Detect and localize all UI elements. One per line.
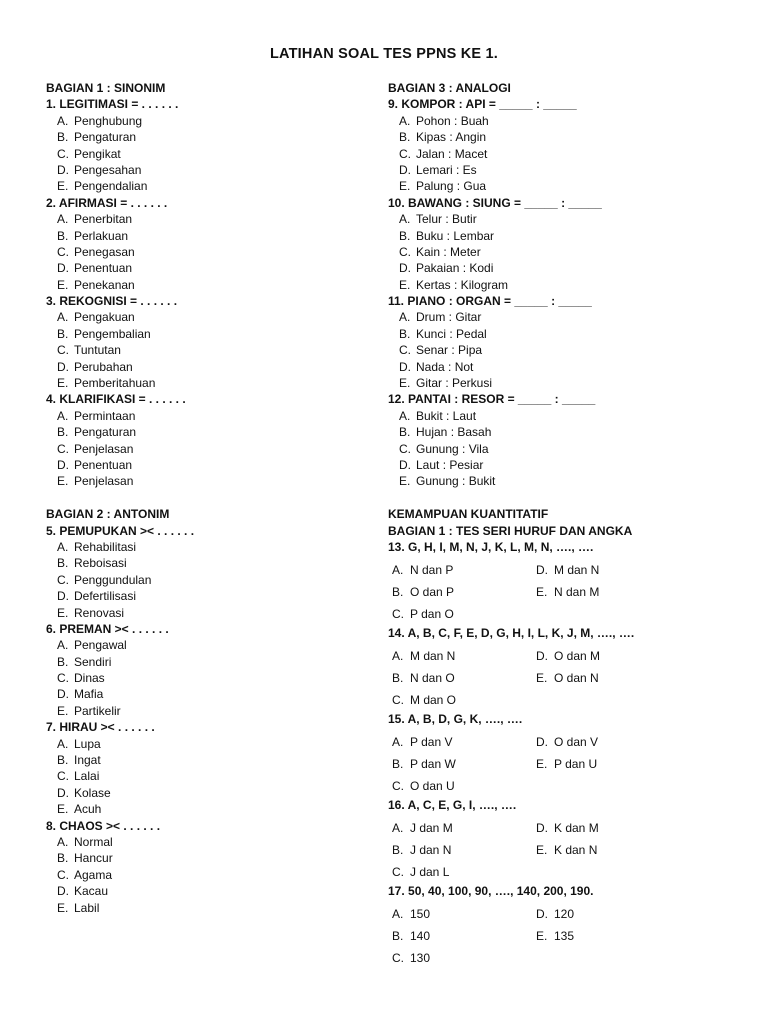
option-b: B. N dan O [392, 670, 455, 685]
question-5 [46, 523, 376, 621]
option-e: E. Pengendalian [57, 179, 148, 194]
option-c: C. Tuntutan [57, 343, 121, 358]
question-text: 13. G, H, I, M, N, J, K, L, M, N, …., …. [388, 539, 594, 554]
question-text: 6. PREMAN >< . . . . . . [46, 621, 169, 636]
option-e: E. Renovasi [57, 605, 125, 620]
option-c: C. Agama [57, 867, 113, 882]
question-17 [388, 883, 738, 969]
option-a: A. Bukit : Laut [399, 408, 477, 423]
option-a: A. Pengakuan [57, 310, 135, 325]
question-text: 9. KOMPOR : API = _____ : _____ [388, 97, 577, 112]
option-e: E. Gunung : Bukit [399, 474, 496, 489]
option-c: C. Dinas [57, 671, 105, 686]
question-text: 16. A, C, E, G, I, …., …. [388, 797, 517, 812]
option-d: D. Kacau [57, 884, 109, 899]
option-c: C. J dan L [392, 864, 450, 879]
question-3 [46, 293, 376, 391]
option-d: D. Pengesahan [57, 162, 142, 177]
option-e: E. Palung : Gua [399, 179, 487, 194]
option-a: A. Penghubung [57, 113, 143, 128]
question-text: 8. CHAOS >< . . . . . . [46, 818, 161, 833]
question-12 [388, 391, 738, 489]
option-d: D. O dan M [536, 648, 601, 663]
question-text: 17. 50, 40, 100, 90, …., 140, 200, 190. [388, 883, 594, 898]
option-b: B. O dan P [392, 584, 455, 599]
question-14 [388, 625, 738, 711]
option-a: A. M dan N [392, 648, 456, 663]
option-c: C. Senar : Pipa [399, 343, 483, 358]
option-d: D. Penentuan [57, 261, 133, 276]
option-d: D. Kolase [57, 785, 111, 800]
option-e: E. P dan U [536, 756, 598, 771]
option-b: B. Kunci : Pedal [399, 326, 487, 341]
option-b: B. Kipas : Angin [399, 130, 487, 145]
option-e: E. Partikelir [57, 703, 121, 718]
question-10 [388, 195, 738, 293]
option-d: D. Defertilisasi [57, 589, 137, 604]
question-8 [46, 818, 376, 916]
option-c: C. Pengikat [57, 146, 121, 161]
option-c: C. O dan U [392, 778, 455, 793]
option-b: B. 140 [392, 928, 431, 943]
option-e: E. N dan M [536, 584, 600, 599]
right-column [388, 80, 738, 969]
question-16 [388, 797, 738, 883]
option-c: C. Penegasan [57, 244, 135, 259]
question-11 [388, 293, 738, 391]
option-b: B. Pengaturan [57, 130, 137, 145]
option-e: E. Penekanan [57, 277, 135, 292]
option-e: E. Pemberitahuan [57, 376, 156, 391]
option-b: B. Reboisasi [57, 556, 127, 571]
page-title: LATIHAN SOAL TES PPNS KE 1. [269, 46, 499, 62]
question-text: 5. PEMUPUKAN >< . . . . . . [46, 523, 195, 538]
option-b: B. P dan W [392, 756, 456, 771]
option-d: D. Nada : Not [399, 359, 474, 374]
section-title-seri: BAGIAN 1 : TES SERI HURUF DAN ANGKA [388, 523, 633, 538]
option-b: B. J dan N [392, 842, 452, 857]
option-e: E. K dan N [536, 842, 598, 857]
question-9 [388, 96, 738, 194]
question-text: 2. AFIRMASI = . . . . . . [46, 195, 168, 210]
left-column [46, 80, 376, 916]
question-text: 1. LEGITIMASI = . . . . . . [46, 97, 179, 112]
option-c: C. Jalan : Macet [399, 146, 488, 161]
option-b: B. Hancur [57, 851, 113, 866]
option-a: A. Permintaan [57, 408, 136, 423]
option-c: C. P dan O [392, 606, 454, 621]
option-d: D. O dan V [536, 734, 599, 749]
option-a: A. Pengawal [57, 638, 127, 653]
option-b: B. Pengembalian [57, 326, 151, 341]
option-e: E. Penjelasan [57, 474, 134, 489]
option-c: C. Gunung : Vila [399, 441, 489, 456]
option-b: B. Sendiri [57, 654, 112, 669]
question-text: 4. KLARIFIKASI = . . . . . . [46, 392, 186, 407]
section-title-sinonim: BAGIAN 1 : SINONIM [46, 81, 166, 95]
question-15 [388, 711, 738, 797]
option-e: E. O dan N [536, 670, 599, 685]
option-d: D. Mafia [57, 687, 104, 702]
question-text: 7. HIRAU >< . . . . . . [46, 720, 155, 735]
question-text: 3. REKOGNISI = . . . . . . [46, 294, 178, 309]
option-a: A. N dan P [392, 562, 454, 577]
question-13 [388, 539, 738, 625]
option-a: A. Pohon : Buah [399, 113, 489, 128]
option-a: A. P dan V [392, 734, 453, 749]
option-d: D. M dan N [536, 562, 600, 577]
question-text: 11. PIANO : ORGAN = _____ : _____ [388, 294, 592, 309]
option-d: D. Lemari : Es [399, 162, 477, 177]
option-b: B. Hujan : Basah [399, 425, 492, 440]
section-title-kuantitatif: KEMAMPUAN KUANTITATIF [388, 507, 549, 522]
question-text: 14. A, B, C, F, E, D, G, H, I, L, K, J, M, …., …. [388, 625, 635, 640]
option-c: C. 130 [392, 950, 431, 965]
option-a: A. Normal [57, 834, 113, 849]
option-c: C. Penggundulan [57, 572, 152, 587]
option-e: E. Kertas : Kilogram [399, 277, 509, 292]
option-e: E. 135 [536, 928, 575, 943]
option-e: E. Gitar : Perkusi [399, 376, 493, 391]
question-6 [46, 621, 376, 719]
option-a: A. Drum : Gitar [399, 310, 482, 325]
question-4 [46, 391, 376, 489]
option-d: D. K dan M [536, 820, 599, 835]
option-d: D. Penentuan [57, 457, 133, 472]
section-title-analogi: BAGIAN 3 : ANALOGI [388, 81, 511, 95]
option-d: D. Perubahan [57, 359, 133, 374]
option-b: B. Buku : Lembar [399, 228, 495, 243]
option-a: A. Penerbitan [57, 212, 133, 227]
option-a: A. Telur : Butir [399, 212, 477, 227]
option-c: C. Penjelasan [57, 441, 134, 456]
option-e: E. Labil [57, 900, 100, 915]
option-c: C. Kain : Meter [399, 244, 481, 259]
question-text: 15. A, B, D, G, K, …., …. [388, 711, 523, 726]
option-a: A. J dan M [392, 820, 453, 835]
section-title-antonim: BAGIAN 2 : ANTONIM [46, 507, 170, 522]
question-2 [46, 195, 376, 293]
option-d: D. 120 [536, 906, 575, 921]
question-text: 10. BAWANG : SIUNG = _____ : _____ [388, 195, 602, 210]
option-e: E. Acuh [57, 802, 102, 817]
question-1 [46, 96, 376, 194]
option-c: C. Lalai [57, 769, 100, 784]
option-a: A. Rehabilitasi [57, 539, 137, 554]
option-c: C. M dan O [392, 692, 457, 707]
option-a: A. 150 [392, 906, 431, 921]
option-d: D. Laut : Pesiar [399, 457, 484, 472]
question-7 [46, 719, 376, 817]
option-d: D. Pakaian : Kodi [399, 261, 494, 276]
option-a: A. Lupa [57, 736, 101, 751]
option-b: B. Perlakuan [57, 228, 129, 243]
option-b: B. Pengaturan [57, 425, 137, 440]
question-text: 12. PANTAI : RESOR = _____ : _____ [388, 392, 596, 407]
option-b: B. Ingat [57, 753, 101, 768]
